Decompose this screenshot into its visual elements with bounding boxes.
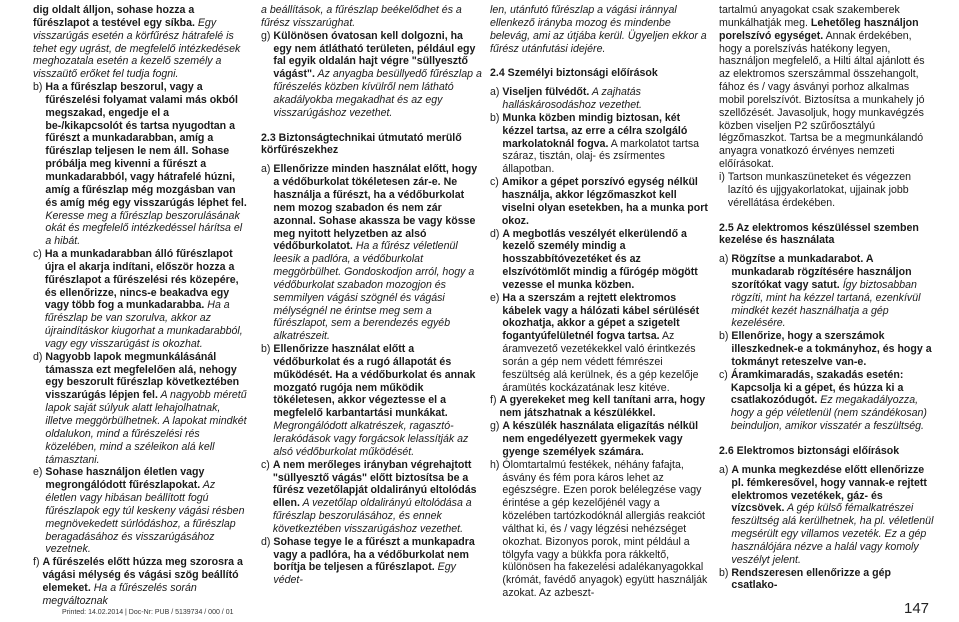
list-item-text: [731, 330, 937, 369]
bold-text: Rögzítse a munkadarabot. A munkadarab rögzítésére használjon szorítókat vagy satut.: [731, 253, 912, 291]
list-item: [33, 81, 248, 248]
body-text: Annak érdekében, hogy a porelszívás hatékony legyen, használjon megfelelő, a Hilti által ajánlott és az elektromos szerszámmal összehangolt, fához és / vagy ásványi porhoz alkalmas mobil porelszívót. Biztosítsa a munkahely jó szellőzését. Javasoljuk, hogy munkavégzés közben viseljen P2 szűrőosztályú légzőmaszkot. Tartsa be a megmunkálandó anyagra vonatkozó érvényes nemzeti előírásokat.: [719, 29, 925, 171]
list-marker: g): [261, 29, 271, 42]
bold-text: A fűrészelés előtt húzza meg szorosra a vágási mélység és vágási szög beállító elemeket.: [42, 556, 243, 594]
list-marker: a): [261, 163, 271, 176]
bold-text: Különösen óvatosan kell dolgozni, ha egy nem átlátható területen, például egy fal egyik oldalán hajt végre "süllyesztő vágást".: [273, 29, 476, 81]
list-item: [719, 330, 937, 369]
list-marker: b): [719, 566, 729, 579]
list-item-text: [502, 176, 710, 227]
list-item: [261, 343, 482, 459]
bold-text: Lehetőleg használjon porelszívó egységet.: [719, 16, 919, 42]
list-item-text: [502, 86, 710, 112]
bold-text: Ellenőrizze minden használat előtt, hogy a védőburkolat tökéletesen zár-e. Ne használja a fűrészt, ha a védőburkolat nem mozog szabadon és nem zár azonnal. Sohase akassza be vagy kösse meg nyitott helyzetben az alsó védőburkolatot.: [273, 163, 478, 253]
list-item: [261, 459, 482, 536]
list-marker: c): [490, 176, 499, 189]
list-item-text: [731, 369, 937, 433]
bold-text: A megbotlás veszélyét elkerülendő a kezelő személy mindig a hosszabbítóvezetéket és az elszívótömlőt mindig a fűrógép mögött vezesse el munka közben.: [502, 227, 698, 291]
list-item-text: [502, 112, 710, 176]
bold-text: 2.4 Személyi biztonsági előírások: [490, 67, 658, 80]
list-marker: f): [490, 394, 497, 407]
list-marker: a): [490, 86, 500, 99]
list-item: [490, 292, 710, 395]
list-item: [719, 171, 937, 210]
bold-text: Sohase tegye le a fűrészt a munkapadra vagy a padlóra, ha a védőburkolat nem borítja be teljesen a fűrészlapot.: [273, 535, 475, 574]
list-item: [33, 351, 248, 467]
bold-text: Viseljen fülvédőt.: [502, 86, 590, 99]
italic-text: Egy védet-: [273, 561, 456, 587]
list-item-text: [45, 351, 248, 467]
list-marker: c): [719, 368, 728, 381]
body-text: 2.5 Az elektromos készüléssel szemben kezelése és használata: [719, 221, 919, 247]
italic-text: Így biztosabban rögzíti, mint ha kézzel tartaná, ezenkívül mindkét kezét használhatja a gép kezelésére.: [731, 278, 921, 330]
paragraph: [261, 4, 482, 30]
italic-text: Ez megakadályozza, hogy a gép véletlenül (nem szándékosan) beinduljon, amikor visszatér a feszültség.: [730, 394, 927, 433]
column-2: [261, 4, 482, 587]
bold-text: Amikor a gépet porszívó egység nélkül használja, akkor légzőmaszkot kell viselni olyan esetekben, ha a munka port okoz.: [501, 176, 708, 227]
italic-text: Egy visszarúgás esetén a körfűrész hátrafelé is tehet egy ugrást, de megfelelő intézkedések meghozatala esetén a kezelő személy a visszaütő erőket fel tudja fogni.: [33, 16, 241, 81]
list-item-text: [502, 420, 710, 459]
list-item: [33, 556, 248, 607]
body-text: tartalmú anyagokat csak szakemberek munkálhatják meg.: [719, 4, 900, 29]
list-marker: b): [261, 343, 271, 356]
list-item-text: [45, 81, 248, 248]
list-marker: d): [490, 227, 500, 240]
list-item-text: [273, 163, 482, 343]
list-marker: g): [490, 420, 500, 433]
bold-text: Munka közben mindig biztosan, két kézzel tartsa, az erre a célra szolgáló markolatoknál fogva.: [502, 111, 688, 150]
list-item-text: [731, 253, 937, 330]
list-marker: b): [490, 111, 500, 124]
list-marker: a): [719, 463, 729, 476]
list-item-text: [273, 459, 482, 536]
list-item: [490, 228, 710, 292]
column-4: [719, 4, 937, 592]
section-heading: [719, 222, 937, 248]
paragraph: [719, 4, 937, 171]
bold-text: Ha a szerszám a rejtett elektromos kábelek vagy a hálózati kábel sérülését okozhatja, akkor a gépet a szigetelt fogantyúfelületnél fogva tartsa.: [502, 291, 700, 343]
list-item: [490, 86, 710, 112]
list-item-text: [502, 292, 710, 395]
bold-text: Ha a munkadarabban álló fűrészlapot újra el akarja indítani, először hozza a fűrészlapot a fűrészelési rés közepére, és ellenőrizze, nincs-e beakadva egy vagy több fog a munkadarabba.: [44, 248, 239, 312]
bold-text: Sohase használjon életlen vagy megrongálódott fűrészlapokat.: [45, 466, 205, 492]
list-item: [719, 253, 937, 330]
italic-text: A nagyobb méretű lapok saját súlyuk alatt lehajolhatnak, illetve meggörbülhetnek. A lapokat mindkét oldalukon, mind a fűrészelési rés közelében, mind a széleikon alá kell támasztani.: [45, 389, 247, 466]
body-text: A markolatot tartsa száraz, tisztán, olaj- és zsírmentes állapotban.: [502, 137, 700, 176]
list-marker: f): [33, 556, 40, 569]
italic-text: Keresse meg a fűrészlap beszorulásának okát és megfelelő intézkedéssel hárítsa el a hibát.: [45, 209, 243, 248]
italic-text: Az életlen vagy hibásan beállított fogú fűrészlapok egy túl keskeny vágási résben megnövekedett súrlódáshoz, a fűrészlap beragadásához és visszarúgásához vezetnek.: [45, 479, 245, 556]
list-marker: i): [719, 170, 725, 183]
list-marker: c): [33, 248, 42, 261]
list-item: [490, 394, 710, 420]
list-marker: e): [33, 466, 43, 479]
italic-text: len, utánfutó fűrészlap a vágási iránnyal ellenkező irányba mozog és mindenbe belevág, ami az útjába kerül. Ügyeljen ekkor a fűrész utánfutási idejére.: [490, 4, 707, 55]
list-item: [490, 459, 710, 600]
bold-text: A munka megkezdése előtt ellenőrizze pl. fémkeresővel, hogy vannak-e rejtett elektromos vezetékek, gáz- és vízcsövek.: [731, 463, 927, 515]
list-item: [490, 176, 710, 227]
bold-text: A készülék használata eligazítás nélkül nem engedélyezett gyermekek vagy gyenge személyek számára.: [502, 420, 699, 458]
list-item: [719, 464, 937, 567]
italic-text: Ha a fűrészlap be van szorulva, akkor az újraindításkor kiugorhat a munkadarabból, vagy egy visszarúgást is okozhat.: [44, 299, 243, 350]
list-item: [490, 112, 710, 176]
section-heading: [490, 67, 710, 80]
bold-text: Ha a fűrészlap beszorul, vagy a fűrészelési folyamat valami más okból megszakad, engedje el a be-/kikapcsolót és tartsa nyugodtan a fűrészt a munkadarabban, amíg a fűrészlap teljesen le nem áll. Sohase próbálja meg kivenni a fűrészt a munkadarabból, vagy hátrafelé húzni, amíg a fűrészlap még mozgásban van és amíg még egy visszarúgás léphet fel.: [45, 81, 247, 209]
list-marker: b): [719, 330, 729, 343]
list-item: [33, 466, 248, 556]
list-item: [261, 536, 482, 587]
list-item-text: [42, 556, 248, 607]
bold-text: 2.3 Biztonságtechnikai útmutató merülő körfűrészekhez: [261, 131, 462, 157]
italic-text: Ha a fűrészelés során megváltoznak: [42, 581, 197, 607]
list-marker: h): [490, 458, 500, 471]
italic-text: A gép külső fémalkatrészei feszültség alá kerülhetnek, ha pl. véletlenül megsérült egy villamos vezeték. Ez a gép használójára nézve a halál vagy komoly veszélyt jelent.: [731, 502, 934, 566]
body-text: Az áramvezető vezetékekkel való érintkezés során a gép nem védett fémrészei feszültség alá kerülnek, és a gép kezelője áramütés kockázatának lesz kitéve.: [502, 330, 699, 394]
list-item: [719, 567, 937, 593]
italic-text: Az anyagba besüllyedő fűrészlap a fűrészelés közben kívülről nem látható akadályokba megakadhat és az egy visszarúgáshoz vezethet.: [273, 68, 482, 119]
bold-text: Rendszeresen ellenőrizze a gép csatlako-: [731, 566, 891, 592]
list-item: [33, 248, 248, 351]
italic-text: Megrongálódott alkatrészek, ragasztó-lerakódások vagy forgácsok lelassítják az alsó védőburkolat működését.: [273, 420, 469, 458]
list-item-text: [731, 567, 937, 593]
body-text: Tartson munkaszüneteket és végezzen lazító és ujjgyakorlatokat, ujjainak jobb vérellátása érdekében.: [727, 170, 912, 209]
section-heading: [719, 445, 937, 458]
bold-text: dig oldalt álljon, sohase hozza a fűrészlapot a testével egy síkba.: [33, 4, 195, 29]
list-marker: d): [33, 350, 43, 363]
list-marker: e): [490, 291, 500, 304]
list-item-text: [273, 536, 482, 587]
italic-text: A vezetőlap oldalirányú eltolódása a fűrészlap beszorulásához, és ennek következtében visszarúgáshoz vezethet.: [272, 497, 472, 535]
bold-text: A nem merőleges irányban végrehajtott "süllyesztő vágás" előtt biztosítsa be a fűrész vezetőlapját oldalirányú eltolódás ellen.: [272, 458, 477, 510]
bold-text: A gyerekeket meg kell tanítani arra, hogy nem játszhatnak a készülékkel.: [499, 394, 706, 420]
bold-text: Ellenőrize, hogy a szerszámok illeszkednek-e a tokmányhoz, és hogy a tokmányt reteszelve van-e.: [731, 330, 932, 368]
list-item: [261, 30, 482, 120]
list-item-text: [502, 459, 710, 600]
list-item-text: [502, 228, 710, 292]
list-item-text: [273, 343, 482, 459]
italic-text: Ha a fűrész véletlenül leesik a padlóra, a védőburkolat meggörbülhet. Gondoskodjon arról, hogy a védőburkolat szabadon mozogjon és semmilyen vágási szögnél és vágási mélységnél ne érintse meg sem a fűrészlapot, sem a berendezés egyéb alkatrészeit.: [273, 240, 475, 343]
body-text: 2.6 Elektromos biztonsági előírások: [719, 445, 900, 457]
list-item-text: [499, 394, 710, 420]
list-item-text: [273, 30, 482, 120]
print-footer: Printed: 14.02.2014 | Doc-Nr: PUB / 5139734 / 000 / 01: [62, 609, 234, 616]
list-item-text: [731, 464, 937, 567]
list-item: [719, 369, 937, 433]
italic-text: a beállítások, a fűrészlap beékelődhet és a fűrész visszarúghat.: [261, 4, 462, 29]
list-marker: b): [33, 81, 43, 94]
list-item-text: [45, 248, 248, 351]
paragraph: [490, 4, 710, 55]
paragraph: [33, 4, 248, 81]
page-number: 147: [904, 600, 930, 617]
column-3: [490, 4, 710, 600]
italic-text: A zajhatás halláskárosodáshoz vezethet.: [502, 86, 642, 112]
column-1: [33, 4, 248, 608]
list-item-text: [45, 466, 248, 556]
body-text: Ólomtartalmú festékek, néhány fafajta, ásvány és fém pora káros lehet az egészségre. Ezen porok belélegzése vagy érintése a gép kezelőjénél vagy a közelében tartózkodóknál allergiás reakciót válthat ki, és / vagy légzési nehézséget okozhat. Bizonyos porok, mint például a tölgyfa vagy a bükkfa pora rákkeltő, különösen ha fakezelési adalékanyagokkal (krómát, favédő anyagok) együtt használják azokat. Az azbeszt-: [502, 458, 708, 600]
list-item: [261, 163, 482, 343]
bold-text: Áramkimaradás, szakadás esetén: Kapcsolja ki a gépet, és húzza ki a csatlakozódugót.: [730, 368, 904, 407]
bold-text: Ellenőrizze használat előtt a védőburkolat és a rugó állapotát és működését. Ha a védőburkolat és annak mozgató rugója nem működik tökéletesen, akkor végeztesse el a megfelelő karbantartási munkákat.: [273, 343, 476, 420]
list-item: [490, 420, 710, 459]
list-marker: a): [719, 253, 729, 266]
section-heading: [261, 132, 482, 158]
list-marker: c): [261, 458, 270, 471]
bold-text: Nagyobb lapok megmunkálásánál támassza ezt megfelelően alá, nehogy egy beszorult fűrészlap következtében visszarúgás lépjen fel.: [45, 350, 240, 402]
list-marker: d): [261, 535, 271, 548]
list-item-text: [728, 171, 937, 210]
